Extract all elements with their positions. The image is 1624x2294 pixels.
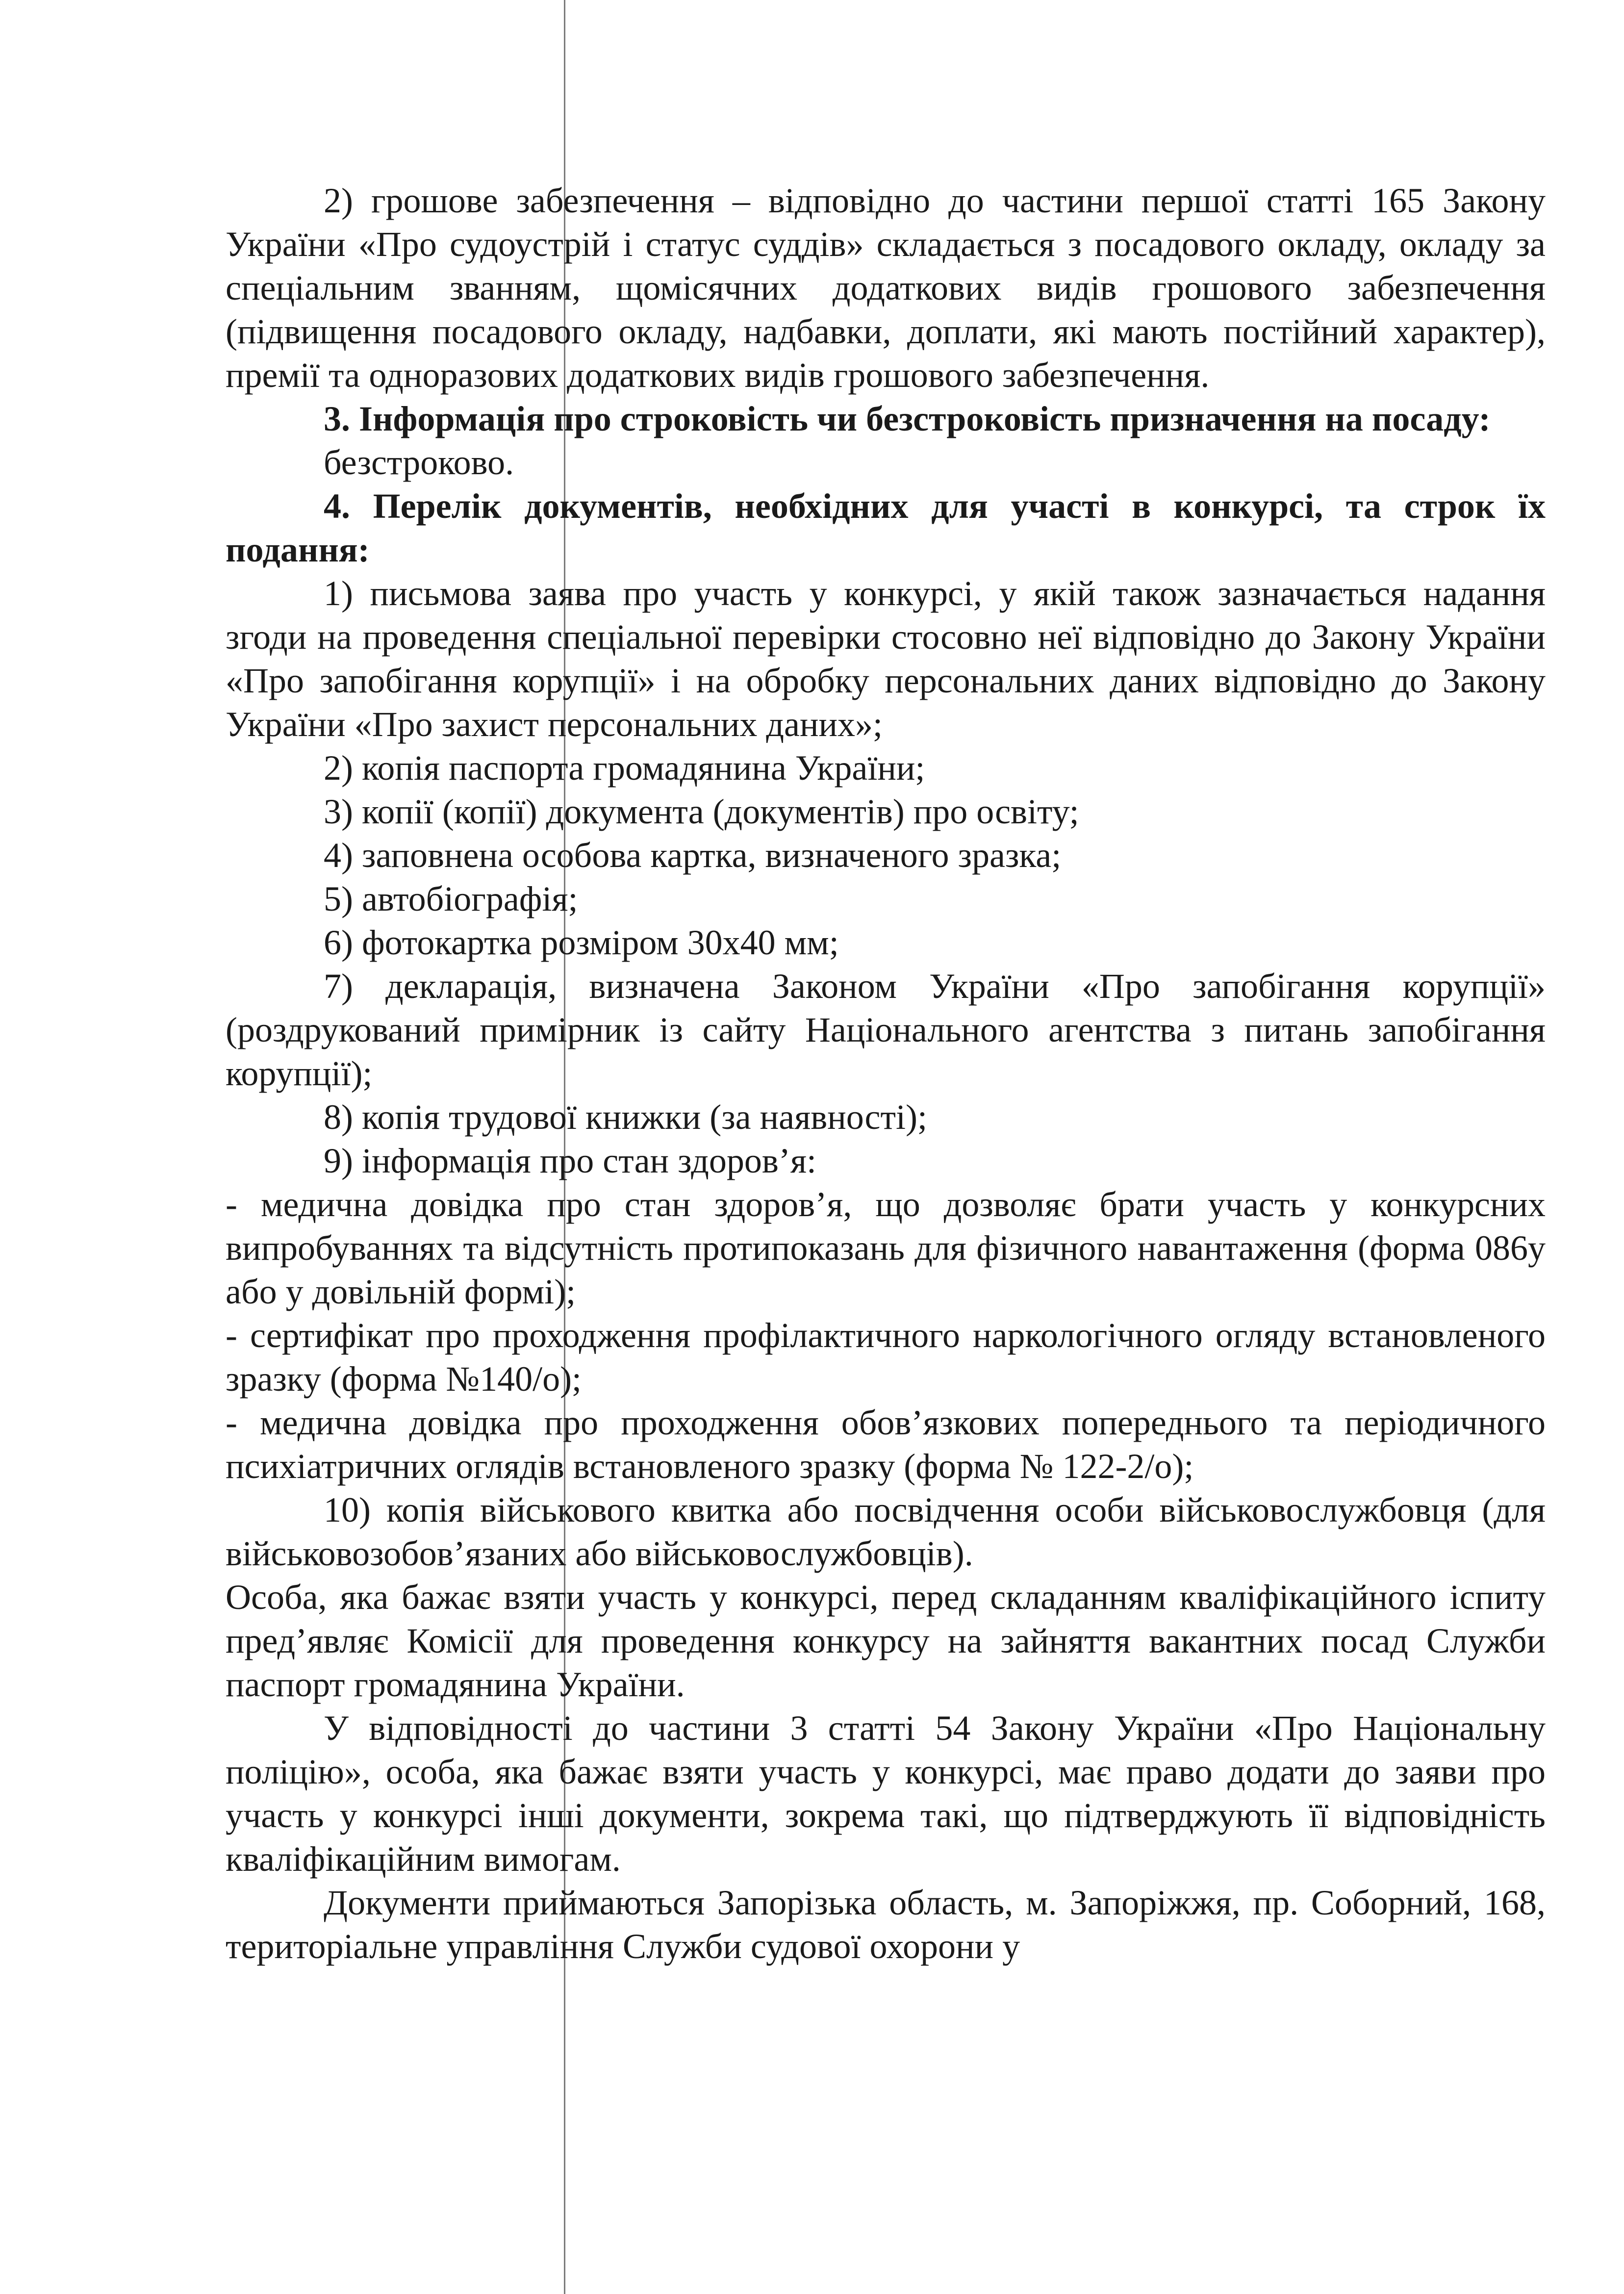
document-page [226,179,1546,1968]
doc-item-10: 10) копія військового квитка або посвідчення особи військовослужбовця (для військовозобов’язаних або військовослужбовців). [226,1490,1546,1573]
allowance-paragraph: 2) грошове забезпечення – відповідно до частини першої статті 165 Закону України «Про судоустрій і статус суддів» складається з посадового окладу, окладу за спеціальним званням, щомісячних додаткових видів грошового забезпечення (підвищення посадового окладу, надбавки, доплати, які мають постійний характер), премії та одноразових додаткових видів грошового забезпечення. [226,181,1546,395]
doc-item-9: 9) інформація про стан здоров’я: [324,1141,816,1180]
doc-item-2: 2) копія паспорта громадянина України; [324,748,925,788]
passport-note: Особа, яка бажає взяти участь у конкурсі, перед складанням кваліфікаційного іспиту пред’являє Комісії для проведення конкурсу на зайняття вакантних посад Служби паспорт громадянина України. [226,1578,1546,1704]
section-3-text: безстроково. [324,443,514,482]
health-item-2: - сертифікат про проходження профілактичного наркологічного огляду встановленого зразку (форма №140/о); [226,1316,1546,1399]
doc-item-3: 3) копії (копії) документа (документів) про освіту; [324,792,1079,831]
health-item-3: - медична довідка про проходження обов’язкових попереднього та періодичного психіатричних оглядів встановленого зразку (форма № 122-2/о); [226,1403,1546,1486]
section-3-heading: 3. Інформація про строковість чи безстроковість призначення на посаду: [324,399,1491,438]
doc-item-6: 6) фотокартка розміром 30х40 мм; [324,923,839,962]
doc-item-4: 4) заповнена особова картка, визначеного зразка; [324,836,1062,875]
doc-item-8: 8) копія трудової книжки (за наявності); [324,1097,927,1137]
doc-item-5: 5) автобіографія; [324,879,578,918]
submission-place-paragraph: Документи приймаються Запорізька область, м. Запоріжжя, пр. Соборний, 168, територіальне управління Служби судової охорони у [226,1883,1546,1966]
section-4-heading: 4. Перелік документів, необхідних для участі в конкурсі, та строк їх подання: [226,486,1546,569]
doc-item-1: 1) письмова заява про участь у конкурсі, у якій також зазначається надання згоди на проведення спеціальної перевірки стосовно неї відповідно до Закону України «Про запобігання корупції» і на обробку персональних даних відповідно до Закону України «Про захист персональних даних»; [226,574,1546,744]
additional-docs-paragraph: У відповідності до частини 3 статті 54 Закону України «Про Національну поліцію», особа, яка бажає взяти участь у конкурсі, має право додати до заяви про участь у конкурсі інші документи, зокрема такі, що підтверджують її відповідність кваліфікаційним вимогам. [226,1708,1546,1879]
health-item-1: - медична довідка про стан здоров’я, що дозволяє брати участь у конкурсних випробуваннях та відсутність протипоказань для фізичного навантаження (форма 086у або у довільній формі); [226,1185,1546,1311]
doc-item-7: 7) декларація, визначена Законом України «Про запобігання корупції» (роздрукований примірник із сайту Національного агентства з питань запобігання корупції); [226,967,1546,1093]
